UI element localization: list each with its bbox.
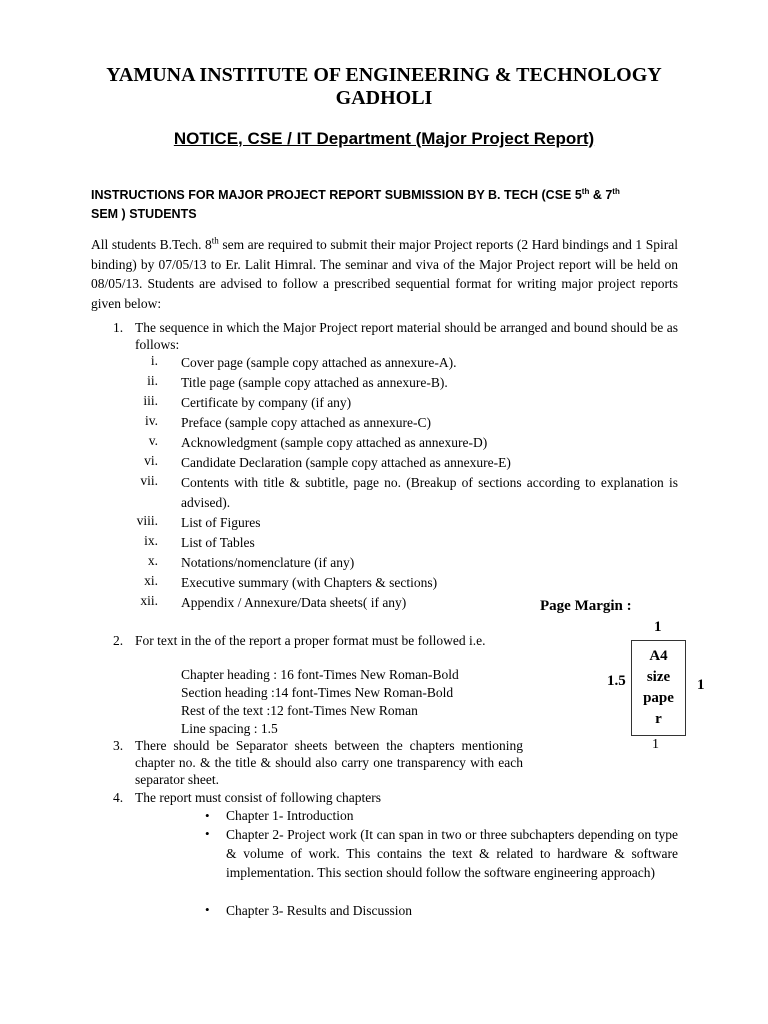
format-line: Line spacing : 1.5 (181, 721, 278, 736)
subitem-number: xi. (144, 573, 158, 588)
margin-left-value: 1.5 (607, 673, 626, 689)
subitem-text: List of Tables (181, 535, 255, 550)
intro-paragraph: All students B.Tech. 8th sem are required to submit their major Project reports (2 Hard bindings and 1 Spiral binding) by 07/05/13 to Er. Lalit Himral. The seminar and viva of the Major Project report will be held on 08/05/13. Students are advised to follow a prescribed sequential format for writing major project reports given below: (91, 235, 679, 311)
item-1-text: The sequence in which the Major Project report material should be arranged and bound should be as follows: (135, 320, 678, 352)
subitem-text: Candidate Declaration (sample copy attached as annexure-E) (181, 455, 511, 470)
subitem-number: ix. (144, 533, 158, 548)
subitem-number: vii. (140, 473, 158, 488)
notice-title: NOTICE, CSE / IT Department (Major Project Report) (173, 129, 595, 148)
format-line: Section heading :14 font-Times New Roman-Bold (181, 685, 454, 700)
subitem-number: x. (147, 553, 158, 568)
chapter-item: Chapter 1- Introduction (226, 808, 354, 823)
item-4-number: 4. (113, 790, 124, 805)
subitem-number: vi. (144, 453, 158, 468)
subitem-text: Preface (sample copy attached as annexure-C) (181, 415, 432, 430)
chapter-item: Chapter 2- Project work (It can span in two or three subchapters depending on type & volume of work. This contains the text & related to hardware & software implementation. This section should follow the software engineering approach) (226, 827, 678, 880)
subitem-number: v. (148, 433, 158, 448)
subitem-number: viii. (136, 513, 158, 528)
institute-location: GADHOLI (335, 87, 433, 109)
item-2-number: 2. (113, 633, 124, 648)
margin-right-value: 1 (697, 677, 705, 693)
subitem-text: Certificate by company (if any) (181, 395, 352, 410)
subitem-text: Contents with title & subtitle, page no. (Breakup of sections according to explanation is advised). (181, 475, 678, 510)
subitem-text: Executive summary (with Chapters & sections) (181, 575, 438, 590)
instructions-heading: INSTRUCTIONS FOR MAJOR PROJECT REPORT SUBMISSION BY B. TECH (CSE 5th & 7th SEM ) STUDENTS (91, 186, 620, 221)
item-3-number: 3. (113, 738, 124, 753)
subitem-number: ii. (147, 373, 158, 388)
institute-name: YAMUNA INSTITUTE OF ENGINEERING & TECHNOLOGY (106, 64, 662, 86)
subitem-list (0, 353, 768, 613)
margin-bottom-value: 1 (652, 737, 659, 752)
subitem-text: Acknowledgment (sample copy attached as annexure-D) (181, 435, 488, 450)
format-line: Rest of the text :12 font-Times New Roman (181, 703, 418, 718)
item-4-text: The report must consist of following chapters (135, 790, 381, 805)
item-1-number: 1. (113, 320, 124, 335)
bullet-icon: • (205, 808, 210, 823)
chapter-item: Chapter 3- Results and Discussion (226, 903, 412, 918)
subitem-number: iv. (145, 413, 158, 428)
bullet-icon: • (205, 826, 210, 841)
subitem-text: List of Figures (181, 515, 261, 530)
subitem-number: xii. (140, 593, 158, 608)
page-margin-label: Page Margin : (540, 598, 632, 614)
item-2-text: For text in the of the report a proper format must be followed i.e. (135, 633, 486, 648)
subitem-text: Title page (sample copy attached as annexure-B). (181, 375, 448, 390)
margin-top-value: 1 (654, 619, 662, 635)
a4-paper-box: A4 size pape r (631, 640, 686, 736)
format-line: Chapter heading : 16 font-Times New Roman-Bold (181, 667, 459, 682)
subitem-number: i. (150, 353, 158, 368)
bullet-icon: • (205, 902, 210, 917)
item-3-text: There should be Separator sheets between the chapters mentioning chapter no. & the title & should also carry one transparency with each separator sheet. (135, 738, 523, 787)
subitem-number: iii. (143, 393, 158, 408)
subitem-text: Notations/nomenclature (if any) (181, 555, 355, 570)
subitem-text: Cover page (sample copy attached as annexure-A). (181, 355, 457, 370)
subitem-text: Appendix / Annexure/Data sheets( if any) (181, 595, 407, 610)
